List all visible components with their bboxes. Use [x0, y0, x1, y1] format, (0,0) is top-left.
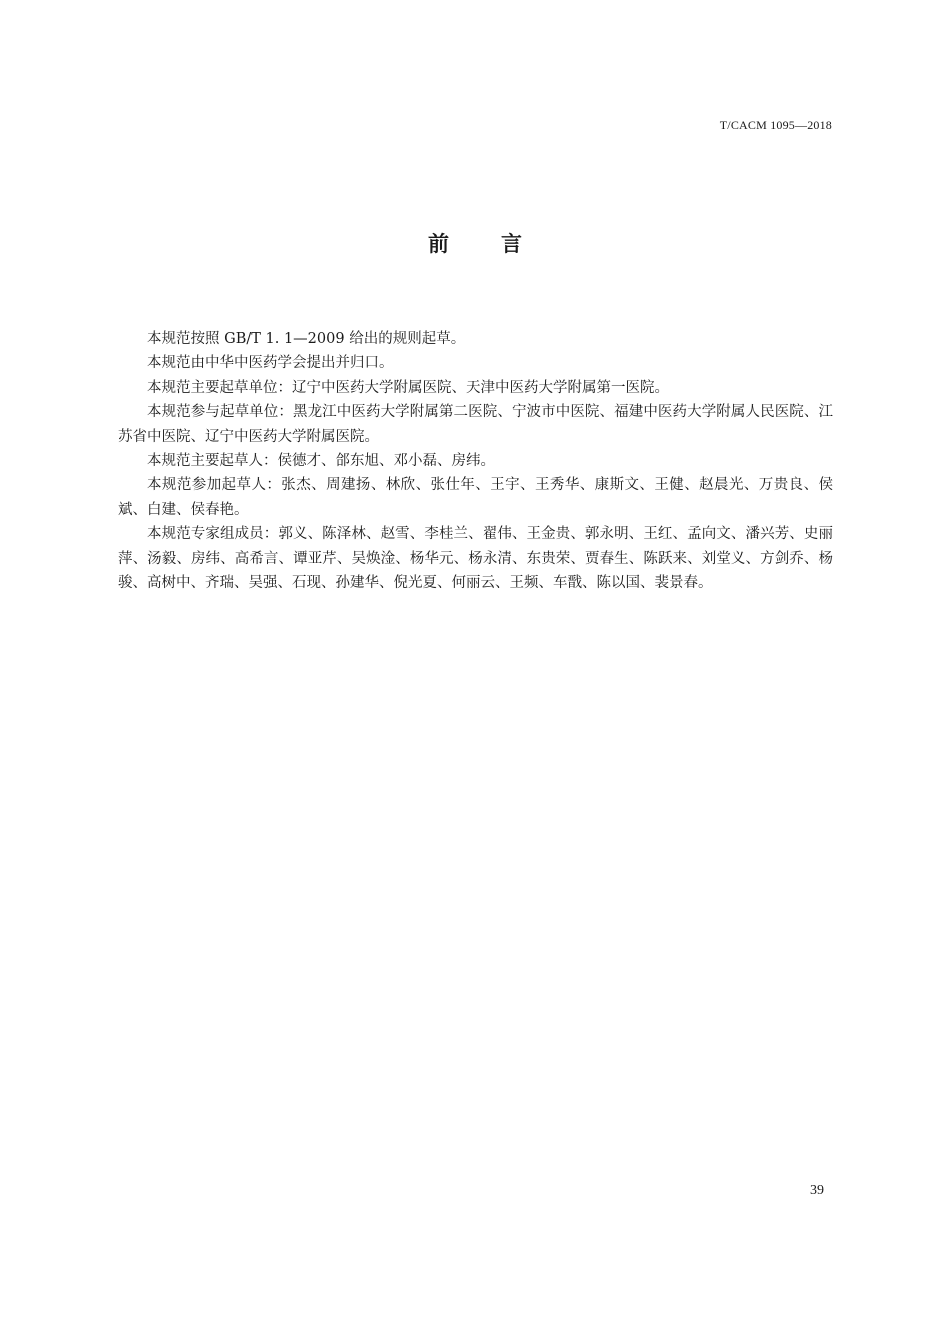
foreword-body [118, 327, 833, 595]
page-number: 39 [810, 1183, 824, 1198]
paragraph-main-drafters: 本规范主要起草人：侯德才、郃东旭、邓小磊、房纬。 [147, 453, 495, 470]
paragraph-expert-group: 本规范专家组成员：郭义、陈泽林、赵雪、李桂兰、翟伟、王金贵、郭永明、王红、孟向文、潘兴芳、史丽萍、汤毅、房纬、高希言、谭亚芹、吴焕淦、杨华元、杨永清、东贵荣、贾春生、陈跃来、刘堂义、方剑乔、杨骏、高树中、齐瑞、吴强、石现、孙建华、倪光夏、何丽云、王频、车戬、陈以国、裴景春。 [118, 526, 833, 592]
paragraph-main-units: 本规范主要起草单位：辽宁中医药大学附属医院、天津中医药大学附属第一医院。 [147, 379, 669, 396]
paragraph-participating-units: 本规范参与起草单位：黑龙江中医药大学附属第二医院、宁波市中医院、福建中医药大学附属人民医院、江苏省中医院、辽宁中医药大学附属医院。 [118, 404, 833, 445]
title-char-1: 前 [428, 232, 449, 256]
document-code: T/CACM 1095—2018 [719, 118, 832, 132]
title-char-2: 言 [501, 232, 522, 256]
paragraph-proposer: 本规范由中华中医药学会提出并归口。 [147, 355, 394, 372]
paragraph-drafting-rules: 本规范按照 GB/T 1. 1—2009 给出的规则起草。 [147, 331, 466, 347]
page-title [0, 228, 950, 258]
paragraph-participating-drafters: 本规范参加起草人：张杰、周建扬、林欣、张仕年、王宇、王秀华、康斯文、王健、赵晨光、万贵良、侯斌、白建、侯春艳。 [118, 477, 833, 518]
